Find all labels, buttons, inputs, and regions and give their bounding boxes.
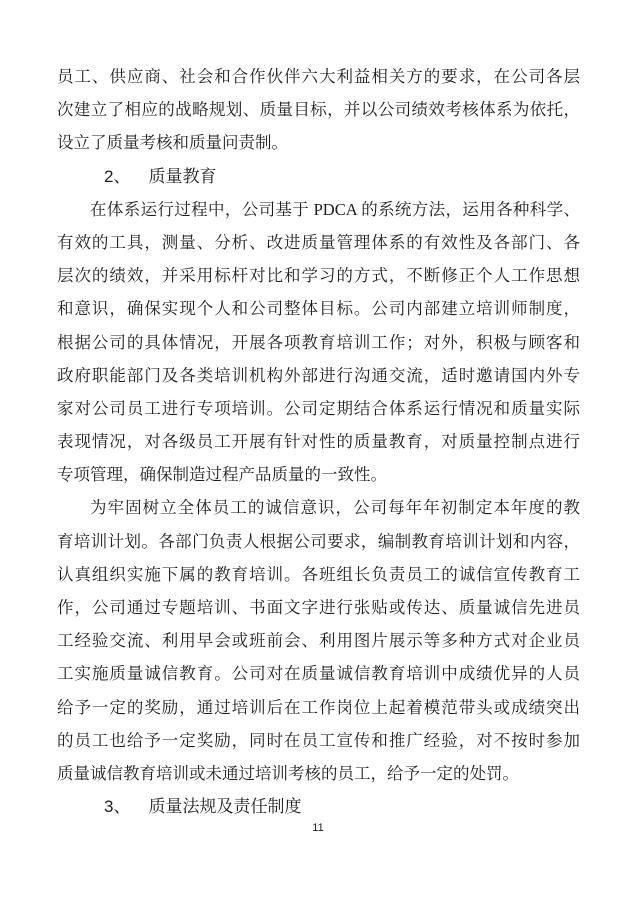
text-line: 有效的工具，测量、分析、改进质量管理体系的有效性及各部门、各: [57, 232, 580, 252]
text-line: 专项管理，确保制造过程产品质量的一致性。: [57, 465, 387, 485]
text-line: 给予一定的奖励，通过培训后在工作岗位上起着模范带头或成绩突出: [57, 697, 580, 717]
para-stakeholder-requirements: [57, 60, 580, 160]
text-line: 工实施质量诚信教育。公司对在质量诚信教育培训中成绩优异的人员: [57, 664, 580, 684]
text-line: 家对公司员工进行专项培训。公司定期结合体系运行情况和质量实际: [57, 398, 580, 418]
text-line: 在体系运行过程中，公司基于 PDCA 的系统方法，运用各种科学、: [90, 199, 580, 219]
text-line: 次建立了相应的战略规划、质量目标，并以公司绩效考核体系为依托，: [57, 100, 580, 120]
heading-quality-education: [57, 160, 580, 193]
para-pdca-system-training: [57, 193, 580, 492]
text-line: 工经验交流、利用早会或班前会、利用图片展示等多种方式对企业员: [57, 631, 580, 651]
page-number: 11: [312, 822, 324, 834]
text-line: 和意识，确保实现个人和公司整体目标。公司内部建立培训师制度，: [57, 299, 580, 319]
text-line: 政府职能部门及各类培训机构外部进行沟通交流，适时邀请国内外专: [57, 365, 580, 385]
heading-title: 质量教育: [148, 166, 217, 186]
text-line: 表现情况，对各级员工开展有针对性的质量教育，对质量控制点进行: [57, 432, 580, 452]
document-body: [57, 60, 580, 823]
heading-title: 质量法规及责任制度: [148, 797, 302, 817]
text-line: 质量诚信教育培训或未通过培训考核的员工，给予一定的处罚。: [57, 763, 519, 783]
heading-quality-regulations: [57, 790, 580, 823]
heading-number: 3、: [104, 797, 131, 817]
text-line: 作，公司通过专题培训、书面文字进行张贴或传达、质量诚信先进员: [57, 598, 580, 617]
text-line: 员工、供应商、社会和合作伙伴六大利益相关方的要求，在公司各层: [57, 67, 580, 86]
text-line: 育培训计划。各部门负责人根据公司要求，编制教育培训计划和内容，: [57, 531, 580, 551]
para-integrity-education: [57, 491, 580, 790]
text-line: 的员工也给予一定奖励，同时在员工宣传和推广经验，对不按时参加: [57, 730, 580, 750]
text-line: 层次的绩效，并采用标杆对比和学习的方式，不断修正个人工作思想: [57, 266, 580, 286]
text-line: 根据公司的具体情况，开展各项教育培训工作；对外，积极与顾客和: [57, 332, 580, 352]
text-line: 认真组织实施下属的教育培训。各班组长负责员工的诚信宣传教育工: [57, 564, 580, 584]
heading-number: 2、: [104, 166, 131, 186]
text-line: 为牢固树立全体员工的诚信意识，公司每年年初制定本年度的教: [90, 498, 580, 518]
text-line: 设立了质量考核和质量问责制。: [57, 133, 288, 153]
